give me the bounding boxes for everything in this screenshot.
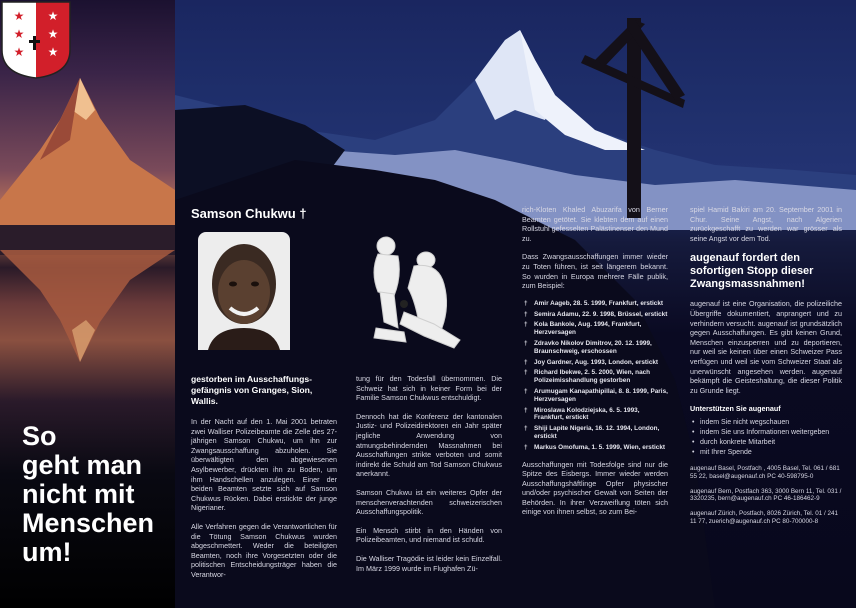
cross-icon: † <box>524 339 528 347</box>
portrait-photo <box>198 232 290 350</box>
column-1-subhead: gestorben im Ausschaffungsgefängnis von Granges, Sion, Wallis. <box>191 374 313 406</box>
support-item: • mit Ihrer Spende <box>690 448 842 457</box>
cross-icon: † <box>524 321 528 329</box>
restraint-drawing <box>364 232 474 350</box>
svg-text:★: ★ <box>13 27 25 41</box>
svg-text:★: ★ <box>47 9 59 23</box>
svg-text:★: ★ <box>47 45 59 59</box>
cross-icon: † <box>524 358 528 366</box>
column-2-paragraph: Ein Mensch stirbt in den Händen von Polizeibeamten, und niemand ist schuld. <box>356 525 502 545</box>
headline-line: um! <box>22 537 72 567</box>
cross-icon: † <box>524 369 528 377</box>
cross-icon: † <box>524 443 528 451</box>
support-list <box>690 418 842 457</box>
cross-icon: † <box>524 406 528 414</box>
victim-item: † Amir Aageb, 28. 5. 1999, Frankfurt, erstickt <box>524 299 664 307</box>
column-2-paragraph: Dennoch hat die Konferenz der kantonalen Justiz- und Polizeidirektoren ein Jahr später jegliche Anwendung von atmungsbehindernden Massnahmen bei Ausschaffungen strikte verboten und somit indirekt die Schuld am Tod Samson Chukwus anerkannt. <box>356 411 502 479</box>
cross-icon: † <box>524 310 528 318</box>
headline-line: nicht mit <box>22 479 135 509</box>
samson-title: Samson Chukwu † <box>191 206 307 221</box>
column-3-paragraph: Ausschaffungen mit Todesfolge sind nur die Spitze des Eisbergs. Immer wieder werden Ausschaffungshäftlinge Opfer physischer und/oder psychischer Gewalt von Seiten der Behörden. In ihrer Verzweiflung töten sich einige von ihnen selbst, so zum Bei- <box>522 459 668 517</box>
support-item: • indem Sie nicht wegschauen <box>690 418 842 427</box>
contact-basel: augenauf Basel, Postfach , 4005 Basel, Tel. 061 / 681 55 22, basel@augenauf.ch PC 40-598795-0 <box>690 464 840 480</box>
column-3-paragraph: rich-Kloten Khaled Abuzarifa von Berner Beamten getötet. Sie klebten dem auf einen Rollstuhl gefesselten Palästinenser den Mund zu. <box>522 205 668 243</box>
victim-item: † Arumugam Kanapathipillai, 8. 8. 1999, Paris, Herzversagen <box>524 387 668 403</box>
victim-item: † Miroslawa Kolodziejska, 6. 5. 1993, Frankfurt, erstickt <box>524 406 640 422</box>
headline-line: geht man <box>22 450 143 480</box>
column-2-paragraph: tung für den Todesfall übernommen. Die Schweiz hat sich in keiner Form bei der Familie Samson Chukwus entschuldigt. <box>356 374 502 403</box>
headline-line: So <box>22 421 57 451</box>
column-2-paragraph: Die Walliser Tragödie ist leider kein Einzelfall. Im März 1999 wurde im Flughafen Zü- <box>356 553 502 573</box>
victim-item: † Semira Adamu, 22. 9. 1998, Brüssel, erstickt <box>524 310 668 318</box>
column-1-paragraph: In der Nacht auf den 1. Mai 2001 betraten zwei Walliser Polizeibeamte die Zelle des 27-jährigen Samson Chukwu, um ihn zur Zwangsausschaffung abzuholen. Sie überwältigten den abgewiesenen Asylbewerber, drückten ihn zu Boden, um ihm Handschellen anzulegen. Einer der beiden Beamten setzte sich auf Samson Chukwus Rücken. Dabei erstickte der junge Nigerianer. <box>191 417 337 513</box>
victim-item: † Zdravko Nikolov Dimitrov, 20. 12. 1999, Braunschweig, erschossen <box>524 339 652 355</box>
column-4-paragraph: spiel Hamid Bakiri am 20. September 2001 in Chur. Seine Angst, nach Algerien zurückgeschafft zu werden war grösser als seine Angst vor dem Tod. <box>690 205 842 243</box>
contact-zuerich: augenauf Zürich, Postfach, 8026 Zürich, Tel. 01 / 241 11 77, zuerich@augenauf.ch PC 80-700000-8 <box>690 510 838 525</box>
support-item: • indem Sie uns Informationen weitergeben <box>690 428 842 437</box>
svg-text:★: ★ <box>47 27 59 41</box>
column-4-paragraph: augenauf ist eine Organisation, die polizeiliche Übergriffe dokumentiert, anprangert und zu verhindern versucht. augenauf ist grundsätzlich gegen Ausschaffungen. Es gibt keinen Grund, Menschen einzusperren und zu deportieren, nur weil sie keinen über einen Schweizer Pass verfügen und weil sie vom Schweizer Staat als unerwünscht angesehen werden. augenauf bekämpft die Geisteshaltung, die dieser Politik zu Grunde liegt. <box>690 299 842 395</box>
svg-text:★: ★ <box>13 9 25 23</box>
column-2 <box>356 374 502 582</box>
wallis-crest-icon <box>0 0 72 80</box>
victim-list <box>522 300 668 452</box>
left-panel <box>0 0 175 608</box>
victim-item: † Joy Gardner, Aug. 1993, London, erstickt <box>524 358 659 366</box>
column-4 <box>690 205 842 533</box>
column-2-paragraph: Samson Chukwu ist ein weiteres Opfer der menschenverachtenden schweizerischen Ausschaffungspolitik. <box>356 487 502 517</box>
cross-icon: † <box>524 387 528 395</box>
victim-item: † Markus Omofuma, 1. 5. 1999, Wien, erstickt <box>524 443 666 451</box>
victim-item: † Shiji Lapite Nigeria, 16. 12. 1994, London, erstickt <box>524 425 660 440</box>
svg-text:★: ★ <box>13 45 25 59</box>
column-1 <box>191 374 337 589</box>
victim-item: † Kola Bankole, Aug. 1994, Frankfurt, Herzversagen <box>524 321 642 337</box>
contact-bern: augenauf Bern, Postfach 363, 3000 Bern 11, Tel. 031 / 3320235, bern@augenauf.ch PC 46-186462-9 <box>690 487 842 503</box>
cross-icon: † <box>524 425 528 433</box>
column-1-paragraph: Alle Verfahren gegen die Verantwortlichen für die Tötung Samson Chukwus wurden abgeschmettert. Weder die beteiligten Beamten, noch ihre Vorgesetzten oder die politischen Entscheidungsträger haben die Verantwor- <box>191 521 337 579</box>
headline-line: Menschen <box>22 508 155 538</box>
support-item: • durch konkrete Mitarbeit <box>690 438 842 447</box>
victim-item: † Richard Ibekwe, 2. 5. 2000, Wien, nach Polizeimisshandlung gestorben <box>524 369 651 385</box>
cross-icon: † <box>524 299 528 307</box>
support-title: Unterstützen Sie augenauf <box>690 404 781 414</box>
column-3 <box>522 205 668 526</box>
headline <box>22 422 172 567</box>
demand-heading: augenauf fordert den sofortigen Stopp dieser Zwangsmassnahmen! <box>690 252 814 291</box>
column-3-paragraph: Dass Zwangsausschaffungen immer wieder zu Toten führen, ist seit längerem bekannt. So wurden in Europa mehrere Fälle publik, zum Beispiel: <box>522 252 668 291</box>
